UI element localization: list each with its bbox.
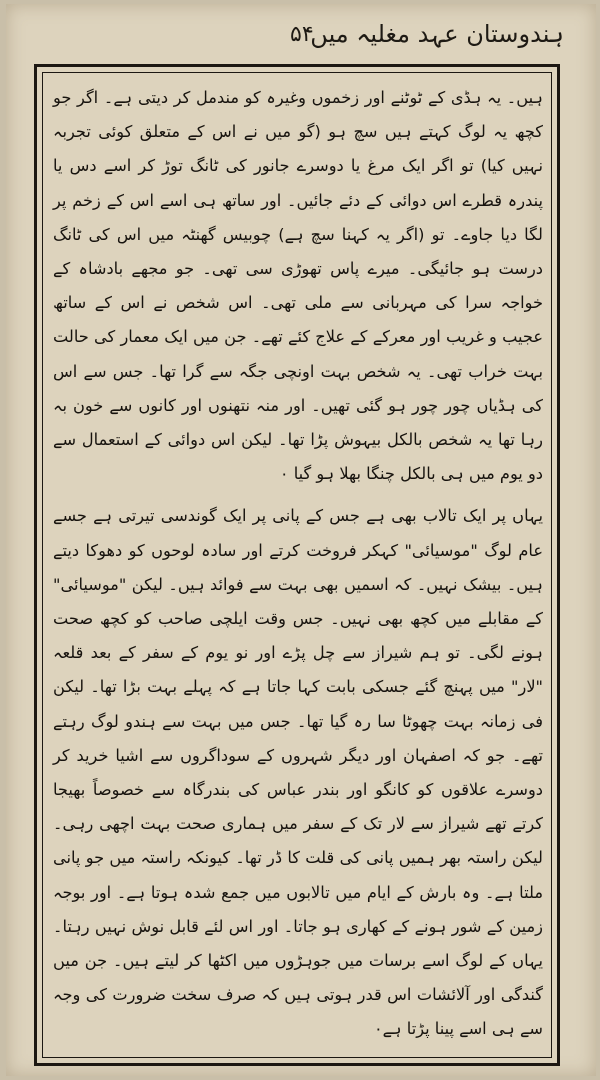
running-title: ہندوستان عہد مغلیہ میں: [310, 20, 564, 48]
text-border-frame: [34, 64, 560, 1066]
paragraph-2: یہاں پر ایک تالاب بھی ہے جس کے پانی پر ایک گوندسی تیرتی ہے جسے عام لوگ "موسیائی" کہکر فروخت کرتے اور سادہ لوحوں کو دھوکا دیتے ہیں۔ بیشک نہیں۔ کہ اسمیں بھی بہت سے فوائد ہیں۔ لیکن "موسیائی" کے مقابلے میں کچھ بھی نہیں۔ جس وقت ایلچی صاحب کو کچھ صحت ہونے لگی۔ تو ہم شیراز سے چل پڑے اور نو یوم کے سفر کے بعد قلعہ "لار" میں پہنچ گئے جسکی بابت کہا جاتا ہے کہ پہلے بہت بڑا تھا۔ لیکن فی زمانہ بہت چھوٹا سا رہ گیا تھا۔ جس میں بہت سے ہندو لوگ رہتے تھے۔ جو کہ اصفہان اور دیگر شہروں کے سوداگروں سے اشیا خرید کر دوسرے علاقوں کو کانگو اور بندر عباس کی بندرگاہ سے خصوصاً بھیجا کرتے تھے شیراز سے لار تک کے سفر میں ہماری صحت بہت اچھی رہی۔ لیکن راستہ بھر ہمیں پانی کی قلت کا ڈر تھا۔ کیونکہ راستہ میں جو پانی ملتا ہے۔ وہ بارش کے ایام میں تالابوں میں جمع شدہ ہوتا ہے۔ اور بوجہ زمین کے شور ہونے کے کھاری ہو جاتا۔ اور اس لئے قابل نوش نہیں رہتا۔ یہاں کے لوگ اسے برسات میں جوہڑوں میں اکٹھا کر لیتے ہیں۔ جن میں گندگی اور آلائشات اس قدر ہوتی ہیں کہ صرف سخت ضرورت کی وجہ سے ہی اسے پینا پڑتا ہے۰: [53, 506, 543, 1039]
body-text: [53, 81, 543, 1053]
page-header: [28, 18, 574, 58]
page-number: ۵۴: [290, 22, 314, 47]
book-page: [6, 4, 596, 1076]
paragraph-1: ہیں۔ یہ ہڈی کے ٹوٹنے اور زخموں وغیرہ کو مندمل کر دیتی ہے۔ اگر جو کچھ یہ لوگ کہتے ہیں سچ ہو (گو میں نے اس کے متعلق کوئی تجربہ نہیں کیا) تو اگر ایک مرغ یا دوسرے جانور کی ٹانگ توڑ کر اسے دس یا پندرہ قطرے اس دوائی کے دئے جائیں۔ اور ساتھ ہی اسے اس کے زخم پر لگا دیا جاوے۔ تو (اگر یہ کہنا سچ ہے) چوبیس گھنٹہ میں اس کی ٹانگ درست ہو جائیگی۔ میرے پاس تھوڑی سی تھی۔ جو مجھے بادشاہ کے خواجہ سرا کی مہربانی سے ملی تھی۔ اس شخص نے اس کے ساتھ عجیب و غریب اور معرکے کے علاج کئے تھے۔ جن میں ایک معمار کی حالت بہت خراب تھی۔ یہ شخص بہت اونچی جگہ سے گرا تھا۔ جس سے اس کی ہڈیاں چور چور ہو گئی تھیں۔ اور منہ نتھنوں اور کانوں سے خون بہ رہا تھا یہ شخص بالکل بیہوش پڑا تھا۔ لیکن اس دوائی کے استعمال سے دو یوم میں ہی بالکل چنگا بھلا ہو گیا ۰: [53, 88, 543, 484]
